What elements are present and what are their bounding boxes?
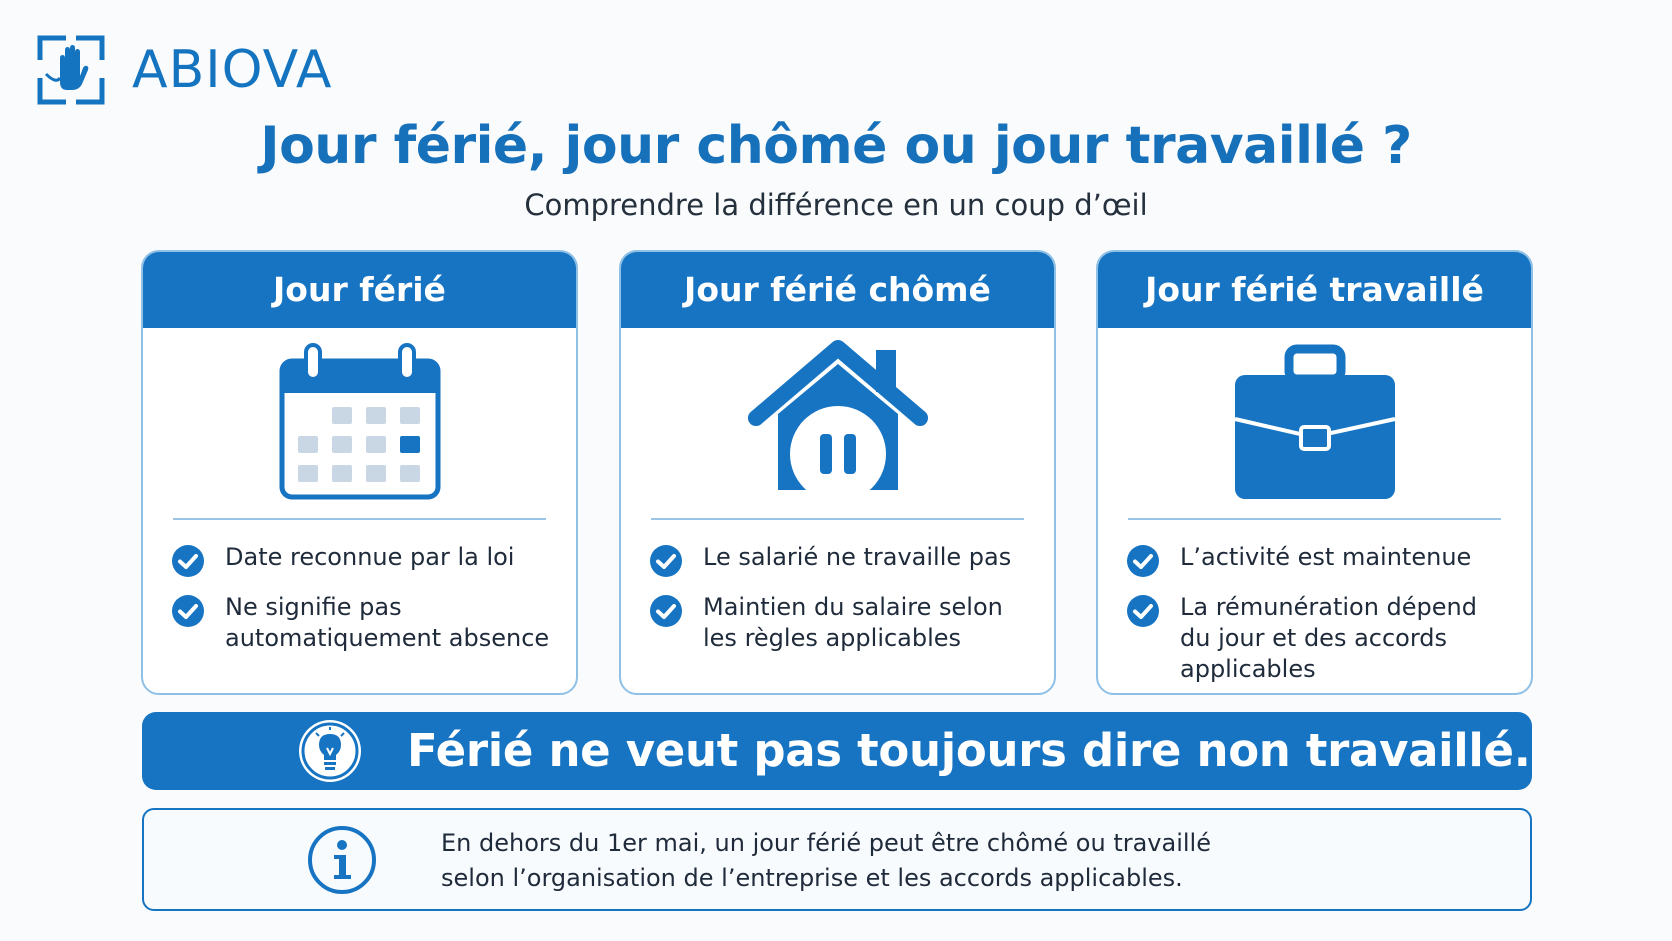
item-text: Ne signifie pas automatiquement absence [225, 593, 550, 652]
highlight-banner [142, 712, 1532, 790]
item-text: Maintien du salaire selon les règles applicables [703, 593, 1003, 652]
item-text: Le salarié ne travaille pas [703, 543, 1012, 571]
hand-logo-icon [36, 34, 106, 106]
item-text: Date reconnue par la loi [225, 543, 515, 571]
brand-name: ABIOVA [132, 40, 333, 100]
brand-logo [36, 34, 332, 106]
info-box [142, 808, 1532, 911]
info-line-1: En dehors du 1er mai, un jour férié peut être chômé ou travaillé [441, 829, 1211, 857]
check-circle-icon [1126, 544, 1160, 578]
card-list [649, 542, 1034, 668]
check-circle-icon [171, 544, 205, 578]
card-title: Jour férié chômé [621, 252, 1054, 328]
info-icon [306, 824, 378, 896]
card-divider [1128, 518, 1501, 520]
calendar-icon [270, 343, 450, 503]
briefcase-icon [1225, 343, 1405, 503]
banner-text: Férié ne veut pas toujours dire non travaillé. [407, 724, 1531, 777]
check-circle-icon [649, 594, 683, 628]
card-divider [651, 518, 1024, 520]
lightbulb-icon [297, 718, 363, 784]
info-text [441, 826, 1211, 896]
check-circle-icon [649, 544, 683, 578]
list-item [1126, 592, 1511, 685]
check-circle-icon [171, 594, 205, 628]
card-list [1126, 542, 1511, 695]
page-title: Jour férié, jour chômé ou jour travaillé ? [260, 116, 1412, 176]
card-jour-ferie-travaille [1096, 250, 1533, 695]
info-line-2: selon l’organisation de l’entreprise et les accords applicables. [441, 864, 1183, 892]
item-text: La rémunération dépend du jour et des accords applicables [1180, 593, 1477, 683]
list-item [171, 592, 556, 654]
card-list [171, 542, 556, 668]
list-item [649, 542, 1034, 578]
page-subtitle: Comprendre la différence en un coup d’œil [524, 188, 1148, 222]
card-jour-ferie-chome [619, 250, 1056, 695]
list-item [171, 542, 556, 578]
card-jour-ferie [141, 250, 578, 695]
check-circle-icon [1126, 594, 1160, 628]
list-item [1126, 542, 1511, 578]
house-pause-icon [748, 338, 928, 508]
item-text: L’activité est maintenue [1180, 543, 1472, 571]
list-item [649, 592, 1034, 654]
card-title: Jour férié travaillé [1098, 252, 1531, 328]
card-divider [173, 518, 546, 520]
card-title: Jour férié [143, 252, 576, 328]
